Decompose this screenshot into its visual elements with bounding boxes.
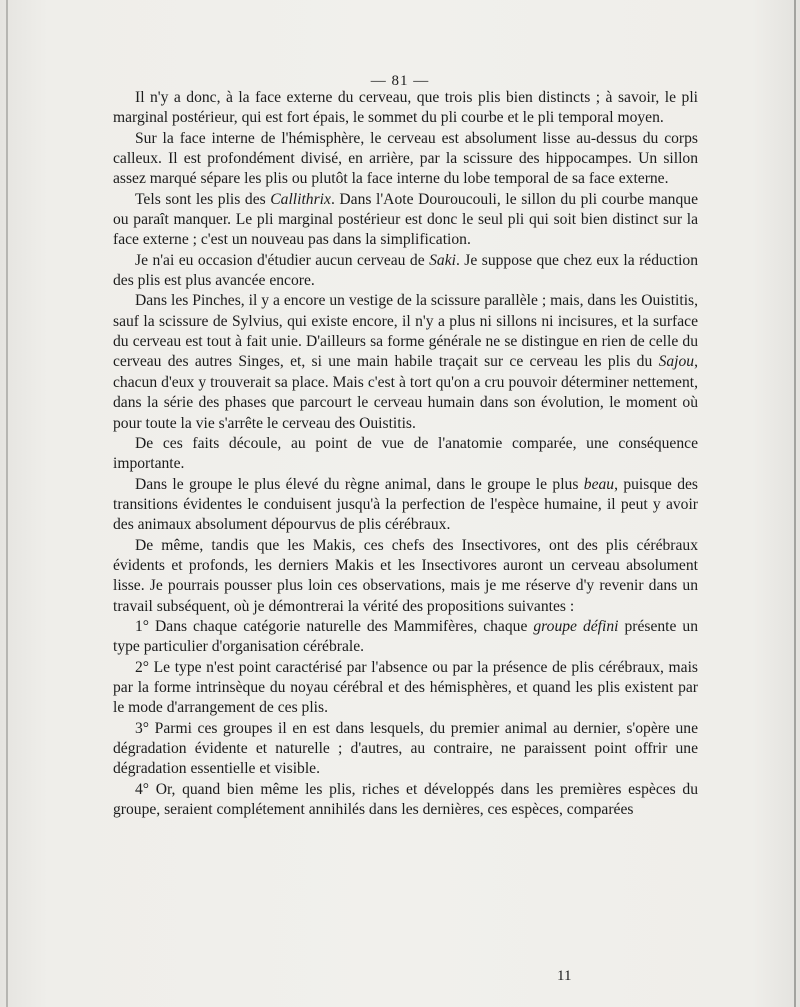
paragraph: Sur la face interne de l'hémisphère, le cerveau est absolument lisse au-dessus du corps calleux. Il est profondément divisé, en arrière, par la scissure des hippocampes. Un sillon assez marqué sépare les plis ou plutôt la face interne du lobe temporal de sa face externe. (113, 129, 698, 188)
paragraph: 3° Parmi ces groupes il en est dans lesquels, du premier animal au dernier, s'opère une dégradation évidente et naturelle ; d'autres, au contraire, ne paraissent point offrir une dégradation essentielle et visible. (113, 719, 698, 778)
paragraph (113, 617, 698, 658)
paragraph: 2° Le type n'est point caractérisé par l'absence ou par la présence de plis cérébraux, mais par la forme intrinsèque du noyau cérébral et des hémisphères, et quand les plis existent par le mode d'arrangement de ces plis. (113, 658, 698, 717)
paragraph-text: présente un type particulier d'organisation cérébrale. (113, 617, 698, 656)
paragraph (113, 291, 698, 433)
italic-term: groupe défini (533, 617, 619, 635)
page-number-header: — 81 — (370, 73, 430, 89)
paragraph: De même, tandis que les Makis, ces chefs des Insectivores, ont des plis cérébraux évidents et profonds, les derniers Makis et les Insectivores auront un cerveau absolument lisse. Je pourrais pousser plus loin ces observations, mais je me réserve d'y revenir dans un travail subséquent, où je démontrerai la vérité des propositions suivantes : (113, 536, 698, 615)
paragraph (113, 475, 698, 536)
paragraph: De ces faits découle, au point de vue de l'anatomie comparée, une conséquence importante. (113, 434, 698, 473)
paragraph-text: Dans les Pinches, il y a encore un vestige de la scissure parallèle ; mais, dans les Ouistitis, sauf la scissure de Sylvius, qui existe encore, il n'y a plus ni sillons ni incisures, et la surface du cerveau est tout à fait unie. D'ailleurs sa forme générale ne se distingue en rien de celle du cerveau des autres Singes, et, si une main habile traçait sur ce cerveau les plis du (113, 292, 698, 371)
italic-term: beau (583, 475, 615, 493)
page-gutter-right (794, 0, 796, 1007)
paragraph-text: , chacun d'eux y trouverait sa place. Mais c'est à tort qu'on a cru pouvoir déterminer nettement, dans la série des phases que parcourt le cerveau humain dans son évolution, le moment où pour toute la vie s'arrête le cerveau des Ouistitis. (113, 353, 698, 432)
italic-term: Sajou (658, 353, 695, 371)
signature-mark: 11 (557, 968, 572, 984)
paragraph-text: Tels sont les plis des (135, 190, 271, 208)
paragraph (113, 190, 698, 251)
body-text (113, 88, 698, 820)
paragraph-text: , puisque des transitions évidentes le conduisent jusqu'à la perfection de l'espèce humaine, il peut y avoir des animaux absolument dépourvus de plis cérébraux. (113, 475, 698, 534)
page-gutter-left (6, 0, 8, 1007)
paragraph-text: Je n'ai eu occasion d'étudier aucun cerveau de (135, 251, 430, 269)
paragraph-text: 1° Dans chaque catégorie naturelle des Mammifères, chaque (135, 617, 534, 635)
paragraph-text: Dans le groupe le plus élevé du règne animal, dans le groupe le plus (135, 475, 584, 493)
paragraph-text: . Je suppose que chez eux la réduction des plis est plus avancée encore. (113, 251, 699, 290)
paragraph: 4° Or, quand bien même les plis, riches et développés dans les premières espèces du groupe, seraient complétement annihilés dans les dernières, ces espèces, comparées (113, 780, 698, 819)
paragraph-text: . Dans l'Aote Douroucouli, le sillon du pli courbe manque ou paraît manquer. Le pli marginal postérieur est donc le seul pli qui soit bien distinct sur la face externe ; c'est un nouveau pas dans la simplification. (113, 190, 698, 249)
paragraph (113, 251, 698, 292)
italic-term: Saki (429, 251, 456, 269)
paragraph: Il n'y a donc, à la face externe du cerveau, que trois plis bien distincts ; à savoir, le pli marginal postérieur, qui est fort épais, le sommet du pli courbe et le pli temporal moyen. (113, 89, 698, 127)
italic-term: Callithrix (270, 190, 331, 208)
